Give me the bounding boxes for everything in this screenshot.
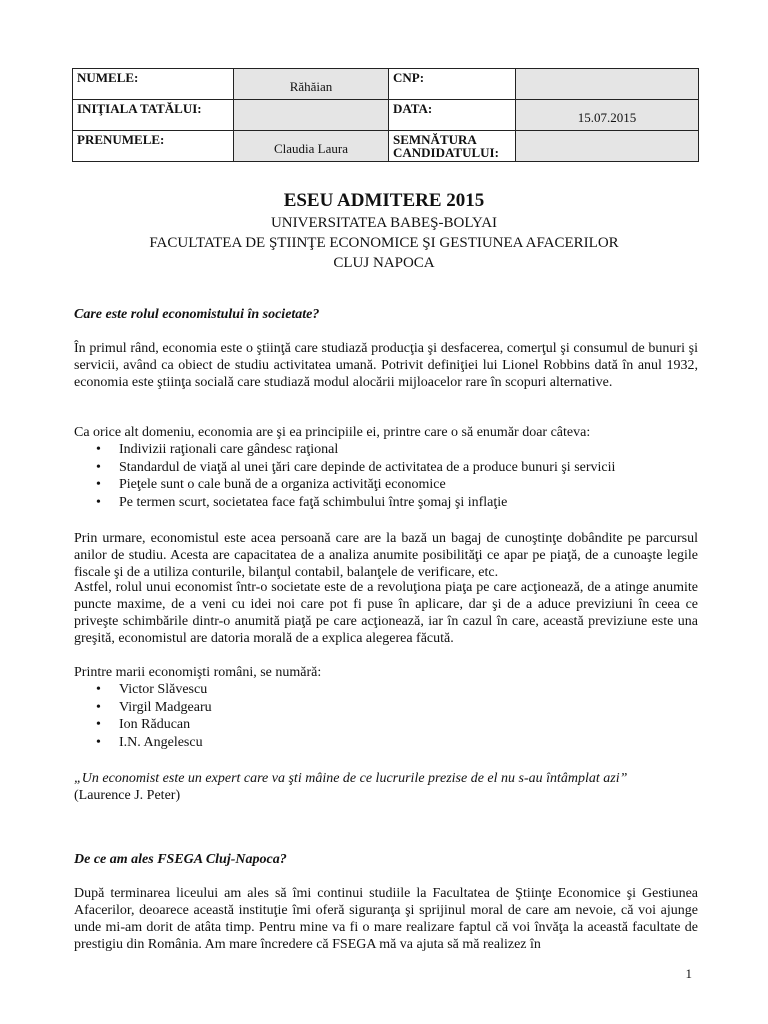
city-name: CLUJ NAPOCA: [333, 255, 435, 271]
question-1: Care este rolul economistului în societate?: [74, 307, 320, 322]
quote: „Un economist este un expert care va şti mâine de ce lucrurile prezise de el nu s-au întâmplat azi”: [74, 771, 628, 786]
prenumele-label: PRENUMELE:: [73, 131, 234, 162]
paragraph-5: Printre marii economişti români, se numără:: [74, 665, 322, 680]
paragraph-2: Ca orice alt domeniu, economia are şi ea principiile ei, printre care o să enumăr doar câteva:: [74, 425, 591, 440]
list-item: • Virgil Madgearu: [74, 699, 698, 717]
principles-list: [74, 441, 698, 511]
list-item: • Pieţele sunt o cale bună de a organiza activităţi economice: [74, 476, 698, 494]
list-item: • Ion Răducan: [74, 716, 698, 734]
data-value: 15.07.2015: [516, 100, 699, 131]
paragraph-4: Astfel, rolul unui economist într-o societate este de a revoluţiona piaţa pe care acţionează, de a atinge anumite puncte maxime, de a veni cu idei noi care pot fi puse în aplicare, dar şi de a aduce previziuni în ceea ce priveşte schimbările dintr-o anumită piaţă pe care acţionează, iar în cazul în care, această previziune este una greşită, economistul are datoria morală de a explica alegerea făcută.: [74, 580, 698, 646]
numele-label: NUMELE:: [73, 69, 234, 100]
candidate-info-table: [72, 68, 699, 162]
list-item: • Victor Slăvescu: [74, 681, 698, 699]
essay-title: ESEU ADMITERE 2015: [283, 190, 485, 211]
numele-value: Răhăian: [234, 69, 389, 100]
cnp-value: [516, 69, 699, 100]
paragraph-6: După terminarea liceului am ales să îmi continui studiile la Facultatea de Ştiinţe Economice şi Gestiunea Afacerilor, deoarece această instituţie îmi oferă siguranţa şi sprijinul moral de care am nevoie, că voi ajunge unde mi-am dorit de atâta timp. Pentru mine va fi o mare realizare faptul că voi învăţa la această facultate de prestigiu din România. Am mare încredere că FSEGA mă va ajuta să mă realizez în: [74, 886, 698, 952]
initiala-label: INIŢIALA TATĂLUI:: [73, 100, 234, 131]
semnatura-label: SEMNĂTURA CANDIDATULUI:: [389, 131, 516, 162]
list-item: • I.N. Angelescu: [74, 734, 698, 752]
university-name: UNIVERSITATEA BABEŞ-BOLYAI: [270, 215, 498, 231]
data-label: DATA:: [389, 100, 516, 131]
economists-list: [74, 681, 698, 751]
question-2: De ce am ales FSEGA Cluj-Napoca?: [74, 852, 287, 867]
faculty-name: FACULTATEA DE ŞTIINŢE ECONOMICE ŞI GESTIUNEA AFACERILOR: [149, 235, 619, 251]
list-item: • Pe termen scurt, societatea face faţă schimbului între şomaj şi inflaţie: [74, 494, 698, 512]
quote-author: (Laurence J. Peter): [74, 788, 181, 803]
cnp-label: CNP:: [389, 69, 516, 100]
list-item: • Indivizii raţionali care gândesc raţional: [74, 441, 698, 459]
prenumele-value: Claudia Laura: [234, 131, 389, 162]
list-item: • Standardul de viaţă al unei ţări care depinde de activitatea de a produce bunuri şi servicii: [74, 459, 698, 477]
paragraph-1: În primul rând, economia este o ştiinţă care studiază producţia şi desfacerea, comerţul şi consumul de bunuri şi servicii, având ca obiect de studiu activitatea umană. Potrivit definiţiei lui Lionel Robbins dată în anul 1932, economia este ştiinţa socială care studiază modul alocării mijloacelor rare în scopuri alternative.: [74, 341, 698, 390]
page-number: 1: [685, 966, 692, 981]
semnatura-value: [516, 131, 699, 162]
initiala-value: [234, 100, 389, 131]
paragraph-3: Prin urmare, economistul este acea persoană care are la bază un bagaj de cunoştinţe dobândite pe parcursul anilor de studiu. Acesta are capacitatea de a analiza anumite posibilităţi ce apar pe piaţă, de a cunoaşte legile fiscale şi de a utiliza conturile, bilanţul contabil, balanţele de verificare, etc.: [74, 531, 698, 580]
